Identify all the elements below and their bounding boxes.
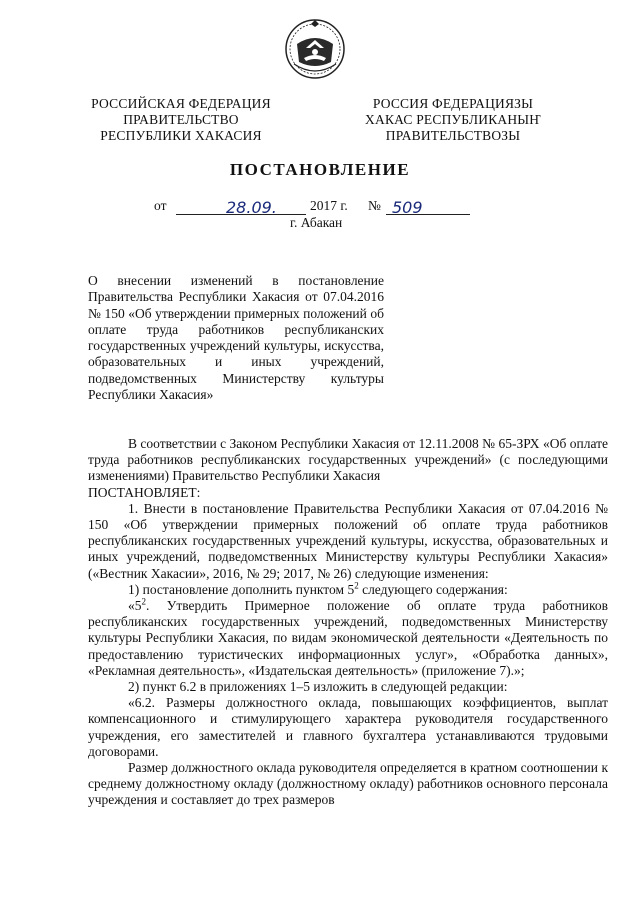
header-left-russian: [88, 96, 274, 144]
number-label: №: [368, 198, 381, 213]
header-left-line-3: РЕСПУБЛИКИ ХАКАСИЯ: [100, 128, 262, 143]
paragraph-subitem-2: 2) пункт 6.2 в приложениях 1–5 изложить в следующей редакции:: [128, 679, 508, 695]
paragraph-quoted-5-2: «$5^2$. Утвердить Примерное положение об оплате труда работников республиканских государственных учреждений, подведомственных Министерству культуры Республики Хакасия, по видам экономической деятельности «Деятельность по предоставлению туристических информационных услуг», «Обработка данных», «Рекламная деятельность», «Издательская деятельность» (приложение 7).»;: [88, 596, 608, 678]
paragraph-item-1: 1. Внести в постановление Правительства Республики Хакасия от 07.04.2016 № 150 «Об утверждении примерных положений об оплате труда работников республиканских государственных учреждений культуры, искусства, образовательных и иных учреждений, подведомственных Министерству культуры Республики Хакасия» («Вестник Хакасии», 2016, № 29; 2017, № 26) следующие изменения:: [88, 500, 608, 581]
document-subject: О внесении изменений в постановление Правительства Республики Хакасия от 07.04.2016 № 150 «Об утверждении примерных положений об оплате труда работников республиканских государственных учреждений культуры, искусства, образовательных и иных учреждений, подведомственных Министерству культуры Республики Хакасия»: [88, 273, 384, 403]
header-right-line-1: РОССИЯ ФЕДЕРАЦИЯЗЫ: [372, 96, 534, 111]
paragraph-salary: Размер должностного оклада руководителя определяется в кратном соотношении к среднему должностному окладу (должностному окладу) работников основного персонала учреждения и составляет до трех размеров: [88, 760, 608, 808]
year-label: 2017 г.: [310, 198, 348, 213]
from-label: от: [154, 198, 167, 213]
paragraph-preamble: В соответствии с Законом Республики Хакасия от 12.11.2008 № 65-ЗРХ «Об оплате труда работников республиканских государственных учреждений» (с последующими изменениями) Правительство Республики Хакасия: [88, 436, 608, 484]
handwritten-number: 509: [392, 198, 423, 217]
handwritten-date: 28.09.: [226, 198, 277, 217]
header-left-line-1: РОССИЙСКАЯ ФЕДЕРАЦИЯ: [91, 96, 271, 111]
document-title: ПОСТАНОВЛЕНИЕ: [229, 160, 411, 179]
paragraph-quoted-6-2: «6.2. Размеры должностного оклада, повышающих коэффициентов, выплат компенсационного и стимулирующего характера руководителя государственного учреждения, его заместителей и главного бухгалтера устанавливаются трудовыми договорами.: [88, 695, 608, 759]
coat-of-arms-emblem: [284, 18, 346, 80]
header-right-line-3: ПРАВИТЕЛЬСТВОЗЫ: [385, 128, 521, 143]
city-label: г. Абакан: [290, 215, 343, 230]
document-body: [88, 436, 608, 809]
paragraph-resolves: ПОСТАНОВЛЯЕТ:: [88, 484, 201, 500]
header-left-line-2: ПРАВИТЕЛЬСТВО: [123, 112, 239, 127]
header-right-khakas: [358, 96, 548, 144]
header-right-line-2: ХАКАС РЕСПУБЛИКАНЫҤ: [365, 112, 541, 127]
paragraph-subitem-1: 1) постановление дополнить пунктом $5^2$ следующего содержания:: [128, 580, 508, 597]
